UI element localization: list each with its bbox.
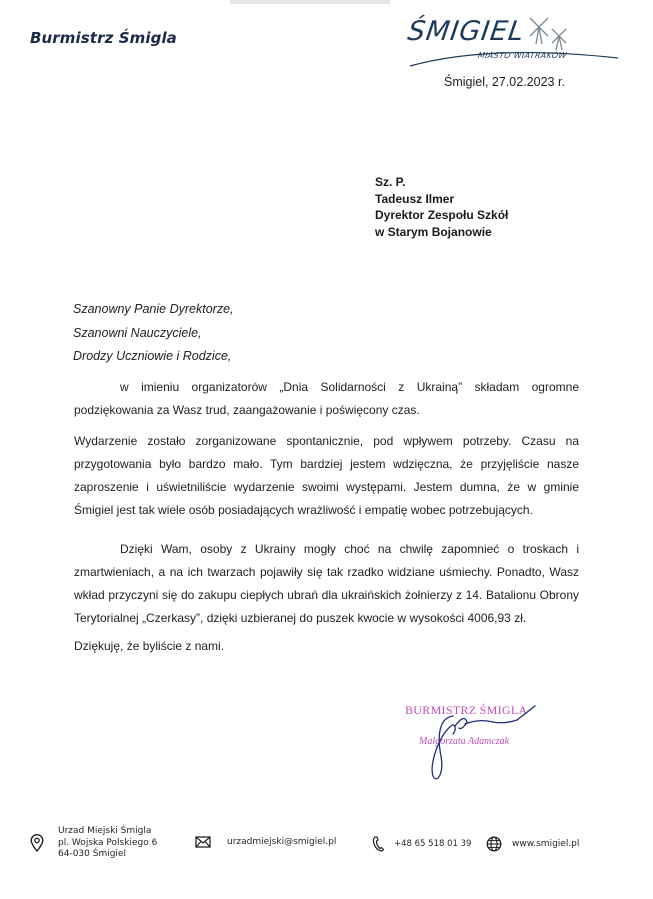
address-line: Urzad Miejski Śmigla [58, 826, 152, 836]
letter-date: Śmigiel, 27.02.2023 r. [444, 75, 565, 89]
sender-heading: Burmistrz Śmigla [30, 29, 177, 47]
footer-contact [0, 826, 653, 866]
stamp-title: BURMISTRZ ŚMIGLA [405, 703, 528, 717]
closing-line: Dziękuję, że byliście z nami. [74, 639, 225, 653]
salutation-line: Szanowny Panie Dyrektorze, [73, 302, 234, 316]
recipient-address [375, 174, 508, 240]
signature-block [395, 696, 555, 786]
globe-icon [486, 836, 502, 852]
envelope-icon [195, 836, 211, 848]
location-pin-icon [30, 834, 44, 852]
handwritten-signature [395, 696, 555, 786]
phone-icon [372, 836, 384, 852]
address-line: 64-030 Śmigiel [58, 849, 126, 859]
paragraph: Wydarzenie zostało zorganizowane spontanicznie, pod wpływem potrzeby. Czasu na przygotowania było bardzo mało. Tym bardziej jestem wdzięczna, że przyjęliście nasze zaproszenie i uświetniliście wydarzenie swoimi występami. Jestem dumna, że w gminie Śmigiel jest tak wiele osób posiadających wrażliwość i empatię wobec potrzebujących. [74, 434, 579, 517]
recipient-line: Sz. P. [375, 175, 406, 189]
recipient-line: Dyrektor Zespołu Szkół [375, 208, 509, 222]
phone-number[interactable]: +48 65 518 01 39 [394, 839, 472, 849]
city-logo [400, 14, 620, 74]
logo-subtitle: MIASTO WIATRAKÓW [477, 51, 568, 60]
footer-phone[interactable] [372, 836, 471, 852]
email-link[interactable]: urzadmiejski@smigiel.pl [227, 837, 337, 847]
footer-address [30, 826, 157, 861]
recipient-line: Tadeusz Ilmer [375, 191, 455, 206]
recipient-line: w Starym Bojanowie [375, 224, 492, 239]
salutations [73, 298, 234, 369]
stamp-name: Małgorzata Adamczak [419, 736, 510, 747]
paragraph: w imieniu organizatorów „Dnia Solidarności z Ukrainą” składam ogromne podziękowania za Wasz trud, zaangażowanie i poświęcony czas. [74, 380, 579, 417]
paragraph: Dzięki Wam, osoby z Ukrainy mogły choć na chwilę zapomnieć o troskach i zmartwieniach, a na ich twarzach pojawiły się tak rzadko widziane uśmiechy. Ponadto, Wasz wkład przyczyni się do zakupu ciepłych ubrań dla ukraińskich żołnierzy z 14. Batalionu Obrony Terytorialnej „Czerkasy”, dzięki uzbieranej do puszek kwocie w wysokości 4006,93 zł. [74, 542, 579, 625]
address-line: pl. Wojska Polskiego 6 [58, 837, 158, 848]
website-link[interactable]: www.smigiel.pl [512, 839, 580, 849]
footer-website[interactable] [486, 836, 579, 852]
windmills-icon [400, 14, 620, 74]
footer-email[interactable] [195, 836, 336, 848]
salutation-line: Drodzy Uczniowie i Rodzice, [73, 349, 232, 363]
salutation-line: Szanowni Nauczyciele, [73, 325, 202, 340]
logo-title: ŚMIGIEL [405, 16, 527, 47]
scan-artifact [230, 0, 390, 4]
